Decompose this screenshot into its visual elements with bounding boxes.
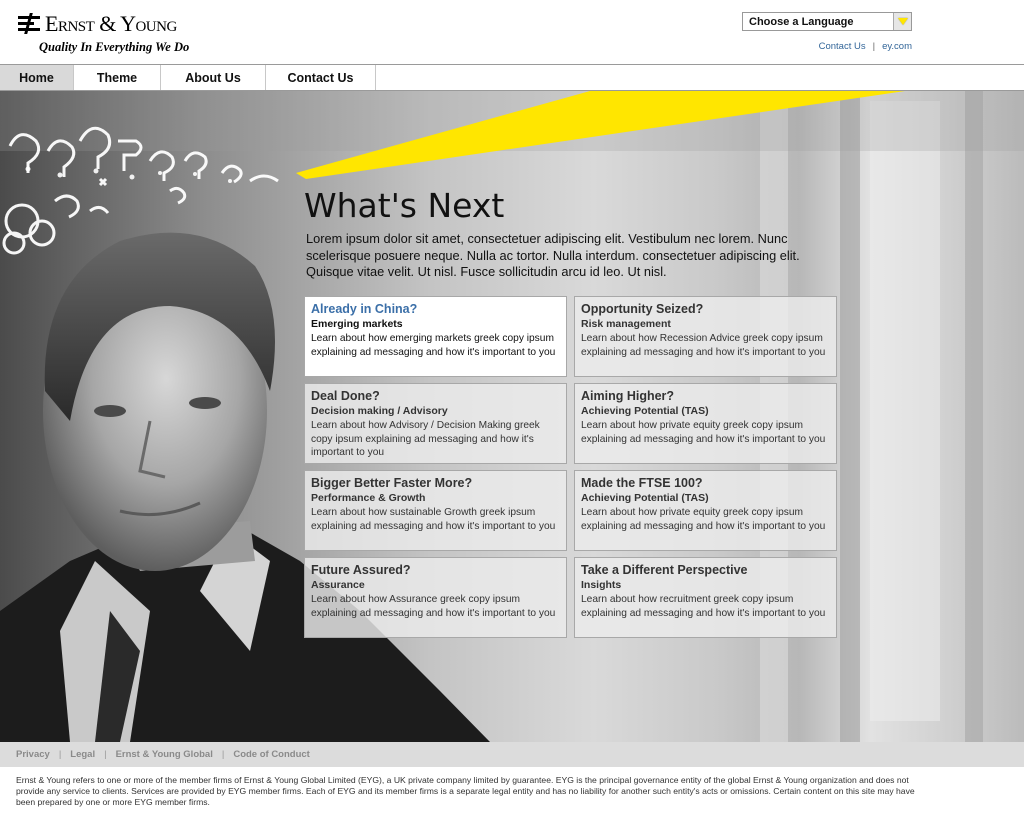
footer-links	[0, 742, 1024, 767]
card-body: Learn about how recruitment greek copy ipsum explaining ad messaging and how it's important to you	[581, 594, 826, 619]
card-title: Opportunity Seized?	[581, 302, 704, 316]
card-title: Aiming Higher?	[581, 389, 675, 403]
card-title: Made the FTSE 100?	[581, 476, 703, 490]
nav-item-about-us[interactable]: About Us	[161, 65, 266, 90]
language-select[interactable]	[742, 12, 912, 31]
card-title: Already in China?	[311, 302, 418, 316]
card-aiming-higher[interactable]	[574, 383, 837, 464]
card-body: Learn about how private equity greek copy ipsum explaining ad messaging and how it's important to you	[581, 507, 826, 532]
card-body: Learn about how Assurance greek copy ipsum explaining ad messaging and how it's important to you	[311, 594, 556, 619]
site-header	[0, 0, 1024, 64]
nav-item-theme[interactable]: Theme	[74, 65, 161, 90]
card-different-perspective[interactable]	[574, 557, 837, 638]
card-body: Learn about how Advisory / Decision Making greek copy ipsum explaining ad messaging and how it's important to you	[311, 420, 540, 458]
card-subtitle: Performance & Growth	[311, 492, 426, 504]
privacy-link[interactable]: Privacy	[16, 749, 50, 760]
card-title: Deal Done?	[311, 389, 380, 403]
card-subtitle: Insights	[581, 579, 622, 591]
card-deal-done[interactable]	[304, 383, 567, 464]
ey-com-link[interactable]: ey.com	[882, 41, 912, 52]
card-title: Future Assured?	[311, 563, 411, 577]
card-body: Learn about how private equity greek copy ipsum explaining ad messaging and how it's important to you	[581, 420, 826, 445]
card-future-assured[interactable]	[304, 557, 567, 638]
footer-separator: |	[104, 749, 107, 760]
footer-separator: |	[58, 749, 62, 760]
brand-name: Ernst & Young	[45, 11, 177, 36]
hero-banner	[0, 91, 1024, 742]
brand-tagline: Quality In Everything We Do	[39, 40, 190, 54]
card-body: Learn about how Recession Advice greek copy ipsum explaining ad messaging and how it's important to you	[581, 333, 826, 358]
nav-item-contact-us[interactable]: Contact Us	[266, 65, 376, 90]
card-made-the-ftse[interactable]	[574, 470, 837, 551]
card-subtitle: Decision making / Advisory	[311, 405, 448, 417]
card-subtitle: Risk management	[581, 318, 671, 330]
card-subtitle: Achieving Potential (TAS)	[581, 492, 709, 504]
card-subtitle: Emerging markets	[311, 318, 403, 330]
contact-us-link[interactable]: Contact Us	[818, 41, 866, 52]
legal-link[interactable]: Legal	[70, 749, 96, 760]
card-already-in-china[interactable]	[304, 296, 567, 377]
card-bigger-better-faster[interactable]	[304, 470, 567, 551]
card-title: Bigger Better Faster More?	[311, 476, 473, 490]
ey-global-link[interactable]: Ernst & Young Global	[115, 749, 213, 760]
card-subtitle: Assurance	[311, 579, 365, 591]
language-select-label: Choose a Language	[749, 15, 854, 28]
hero-intro-text: Lorem ipsum dolor sit amet, consectetuer adipiscing elit. Vestibulum nec lorem. Nunc scelerisque posuere neque. Nulla ac tortor. Nulla interdum. consectetuer adipiscing elit. Quisque vitae velit. Ut nisl. Fusce sollicitudin arcu id leo. Ut nisl.	[306, 231, 800, 279]
card-opportunity-seized[interactable]	[574, 296, 837, 377]
legal-disclaimer: Ernst & Young refers to one or more of the member firms of Ernst & Young Global Limited (EYG), a UK private company limited by guarantee. EYG is the principal governance entity of the global Ernst & Young organization and does not provide any service to clients. Services are provided by EYG member firms. Each of EYG and its member firms is a separate legal entity and has no liability for another such entity's acts or omissions. Certain content on this site may have been prepared by one or more EYG member firms.	[16, 775, 915, 807]
ey-logo-icon	[18, 13, 40, 35]
utility-links	[819, 41, 912, 52]
nav-item-home[interactable]: Home	[0, 65, 74, 90]
card-title: Take a Different Perspective	[581, 563, 748, 577]
utility-separator: |	[872, 41, 876, 52]
footer-separator: |	[221, 749, 225, 760]
card-body: Learn about how sustainable Growth greek ipsum explaining ad messaging and how it's important to you	[311, 507, 556, 532]
chevron-down-icon[interactable]	[893, 13, 911, 30]
hero-headline: What's Next	[304, 186, 505, 225]
card-body: Learn about how emerging markets greek copy ipsum explaining ad messaging and how it's important to you	[311, 333, 556, 358]
card-subtitle: Achieving Potential (TAS)	[581, 405, 709, 417]
code-of-conduct-link[interactable]: Code of Conduct	[233, 749, 310, 760]
brand-logo[interactable]	[18, 11, 189, 55]
main-nav	[0, 64, 1024, 91]
